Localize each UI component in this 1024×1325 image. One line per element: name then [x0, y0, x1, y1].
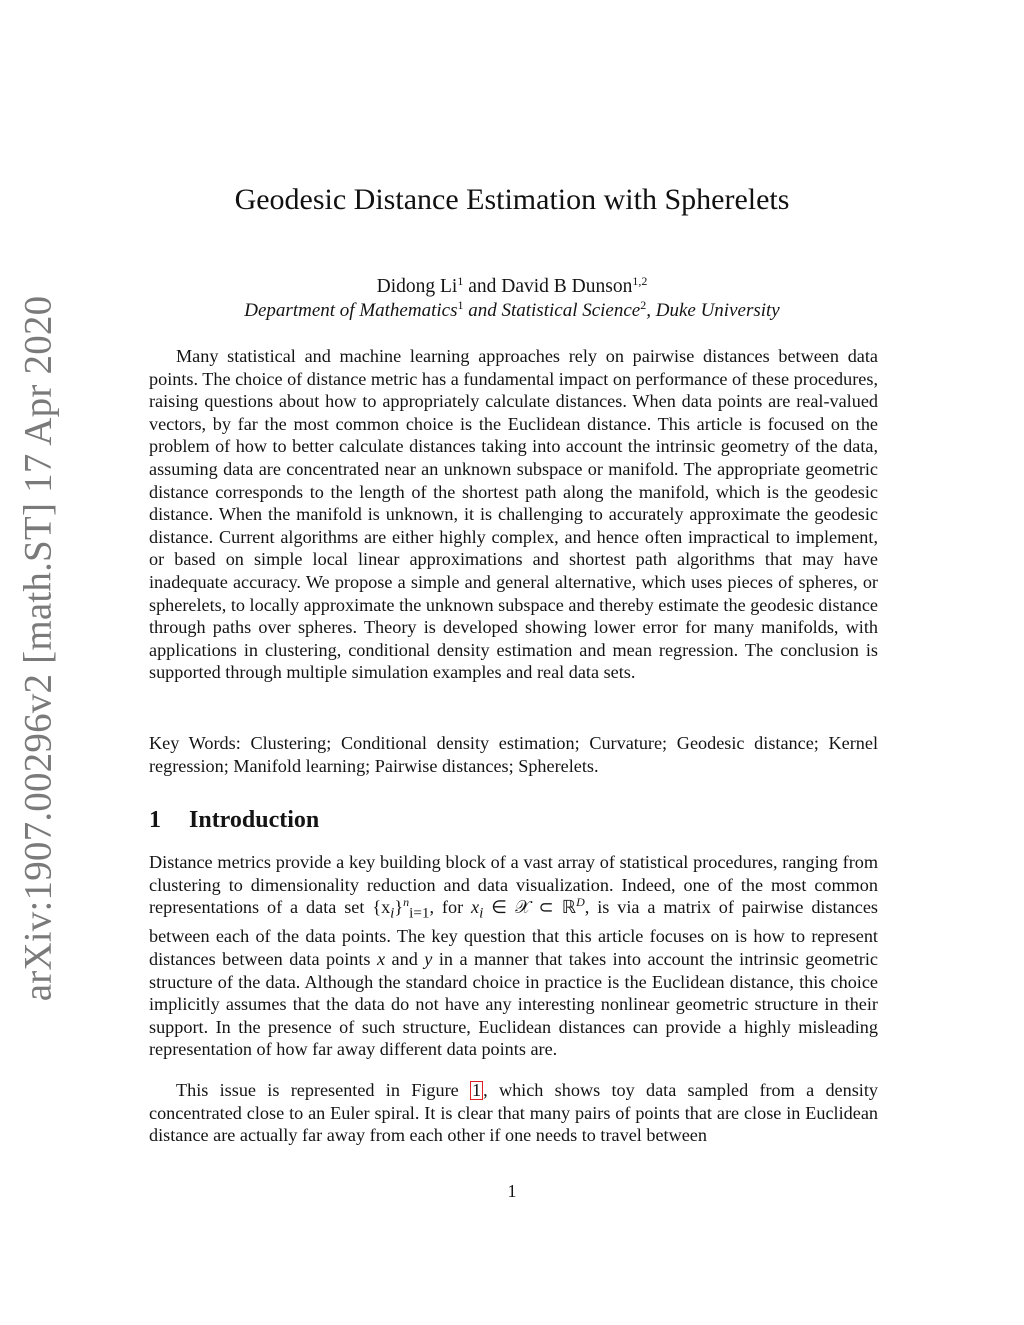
affiliation-line: Department of Mathematics$^1$ and Statistical Science$^2$, Duke University — [244, 298, 780, 321]
intro-paragraph-1: Distance metrics provide a key building block of a vast array of statistical procedures, ranging from clustering to dimensionality reduction and data visualization. Indeed, one of the most common representations of a data set $\{x_i\}^n_{i=1}$, for $x_i$ ∈ 𝒳 ⊂ ℝ$^D$, is via a matrix of pairwise distances between each of the data points. The key question that this article focuses on is how to represent distances between data points x and y in a manner that takes into account the intrinsic geometric structure of the data. Although the standard choice in practice is the Euclidean distance, this choice implicitly assumes that the data do not have any interesting nonlinear geometric structure in their support. In the presence of such structure, Euclidean distances can provide a highly misleading representation of how far away different data points are. — [149, 852, 878, 1060]
abstract — [149, 345, 878, 684]
math-membership: $x_i$ ∈ 𝒳 ⊂ ℝ$^D$ — [471, 895, 585, 922]
variable-x: x — [376, 949, 386, 970]
keywords — [149, 732, 878, 777]
math-data-set: $\{x_i\}^n_{i=1}$ — [372, 895, 430, 922]
arxiv-identifier-stamp — [14, 295, 62, 1001]
section-number: 1 — [149, 807, 161, 833]
keywords-text: Key Words: Clustering; Conditional density estimation; Curvature; Geodesic distance; Kernel regression; Manifold learning; Pairwise distances; Spherelets. — [149, 733, 878, 776]
abstract-text: Many statistical and machine learning approaches rely on pairwise distances between data points. The choice of distance metric has a fundamental impact on performance of these procedures, raising questions about how to appropriately calculate distances. When data points are real-valued vectors, by far the most common choice is the Euclidean distance. This article is focused on the problem of how to better calculate distances taking into account the intrinsic geometry of the data, assuming data are concentrated near an unknown subspace or manifold. The appropriate geometric distance corresponds to the length of the shortest path along the manifold, which is the geodesic distance. When the manifold is unknown, it is challenging to accurately approximate the geodesic distance. Current algorithms are either highly complex, and hence often impractical to implement, or based on simple local linear approximations and shortest path algorithms that may have inadequate accuracy. We propose a simple and general alternative, which uses pieces of spheres, or spherelets, to locally approximate the unknown subspace and thereby estimate the geodesic distance through paths over spheres. Theory is developed showing lower error for many manifolds, with applications in clustering, conditional density estimation and mean regression. The conclusion is supported through multiple simulation examples and real data sets. — [149, 346, 878, 683]
author-line: Didong Li$^1$ and David B Dunson$^{1,2}$ — [376, 274, 648, 297]
author-2: and David B Dunson — [463, 276, 633, 297]
author-1: Didong Li — [376, 276, 458, 297]
variable-y: y — [424, 949, 433, 970]
section-title: Introduction — [189, 807, 320, 833]
section-heading — [149, 807, 319, 834]
intro-paragraph-2: This issue is represented in Figure 1 , which shows toy data sampled from a density concentrated close to an Euler spiral. It is clear that many pairs of points that are close in Euclidean distance are actually far away from each other if one needs to travel between — [149, 1080, 878, 1146]
arxiv-identifier-text: arXiv:1907.00296v2 [math.ST] 17 Apr 2020 — [16, 295, 60, 1001]
page-number: 1 — [507, 1181, 517, 1201]
figure-reference-link[interactable]: 1 — [472, 1080, 482, 1100]
paper-title: Geodesic Distance Estimation with Spherelets — [234, 183, 790, 216]
